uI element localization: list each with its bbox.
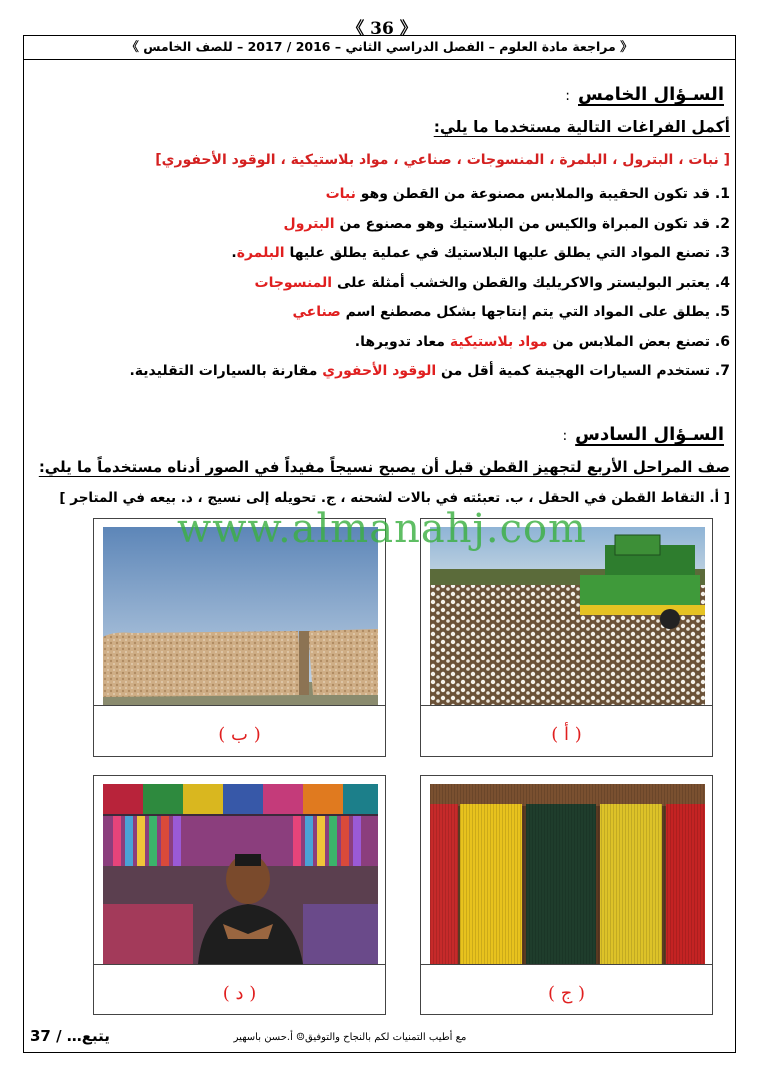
answer: البترول bbox=[283, 215, 335, 232]
card-d-label: ( د ) bbox=[222, 983, 257, 1004]
answer: نبات bbox=[325, 186, 356, 202]
q6-title-text: السـؤال السادس bbox=[575, 424, 724, 445]
q5-item-5: 5. يطلق على المواد التي يتم إنتاجها بشكل مصطنع اسم صناعي bbox=[292, 304, 730, 320]
q5-title bbox=[565, 84, 724, 105]
q5-item-1: 1. قد تكون الحقيبة والملابس مصنوعة من القطن وهو نبات bbox=[325, 186, 730, 202]
card-c-label: ( ج ) bbox=[547, 983, 586, 1004]
q5-title-text: السـؤال الخامس bbox=[578, 84, 724, 105]
page-header: 《 مراجعة مادة العلوم – الفصل الدراسي الثاني – 2016 / 2017 – للصف الخامس 》 bbox=[23, 35, 736, 60]
q5-item-4: 4. يعتبر البوليستر والاكريليك والقطن والخشب أمثلة على المنسوجات bbox=[254, 274, 730, 291]
q5-word-bank: [ نبات ، البترول ، البلمرة ، المنسوجات ، صناعي ، مواد بلاستيكية ، الوقود الأحفوري] bbox=[155, 152, 730, 168]
page-number-top: 《 36 》 bbox=[347, 19, 417, 39]
footer-note: مع أطيب التمنيات لكم بالنجاح والتوفيق☺ أ.حسن باسهير bbox=[233, 1032, 467, 1043]
q5-item-6: 6. تصنع بعض الملابس من مواد بلاستيكية معاد تدويرها. bbox=[354, 333, 730, 350]
cotton-field-photo bbox=[430, 527, 705, 705]
q5-colon: : bbox=[565, 88, 570, 104]
q5-item-2: 2. قد تكون المبراة والكيس من البلاستيك وهو مصنوع من البترول bbox=[283, 215, 730, 232]
q5-item-7: 7. تستخدم السيارات الهجينة كمية أقل من الوقود الأحفوري مقارنة بالسيارات التقليدية. bbox=[129, 363, 730, 379]
q5-item-3: 3. تصنع المواد التي يطلق عليها البلاستيك في عملية يطلق عليها البلمرة. bbox=[231, 245, 730, 261]
q6-colon: : bbox=[562, 428, 568, 444]
fabric-shop-photo bbox=[103, 784, 378, 964]
q5-instruction: أكمل الفراغات التالية مستخدما ما يلي: bbox=[433, 118, 730, 136]
answer: مواد بلاستيكية bbox=[449, 333, 548, 350]
answer: المنسوجات bbox=[254, 274, 333, 291]
answer: الوقود الأحفوري bbox=[322, 363, 437, 379]
cotton-bales-photo bbox=[103, 527, 378, 705]
q5-items bbox=[70, 180, 730, 387]
card-b-label: ( ب ) bbox=[218, 724, 261, 745]
thread-loom-photo bbox=[430, 784, 705, 964]
card-b bbox=[93, 518, 386, 757]
card-d bbox=[93, 775, 386, 1015]
watermark: www.almanahj.com bbox=[176, 506, 587, 552]
card-c bbox=[420, 775, 713, 1015]
q6-options: [ أ. التقاط القطن في الحقل ، ب. تعبئته في بالات لشحنه ، ج. تحويله إلى نسيج ، د. بيعه في المتاجر ] bbox=[59, 490, 730, 506]
q6-instruction: صف المراحل الأربع لتجهيز القطن قبل أن يصبح نسيجاً مفيداً في الصور أدناه مستخدماً ما يلي: bbox=[38, 458, 730, 476]
answer: صناعي bbox=[292, 304, 341, 320]
card-a bbox=[420, 518, 713, 757]
answer: البلمرة bbox=[236, 245, 285, 261]
q6-title bbox=[562, 424, 724, 445]
page-continue: يتبع… / 37 bbox=[30, 1027, 110, 1045]
card-a-label: ( أ ) bbox=[551, 724, 582, 745]
